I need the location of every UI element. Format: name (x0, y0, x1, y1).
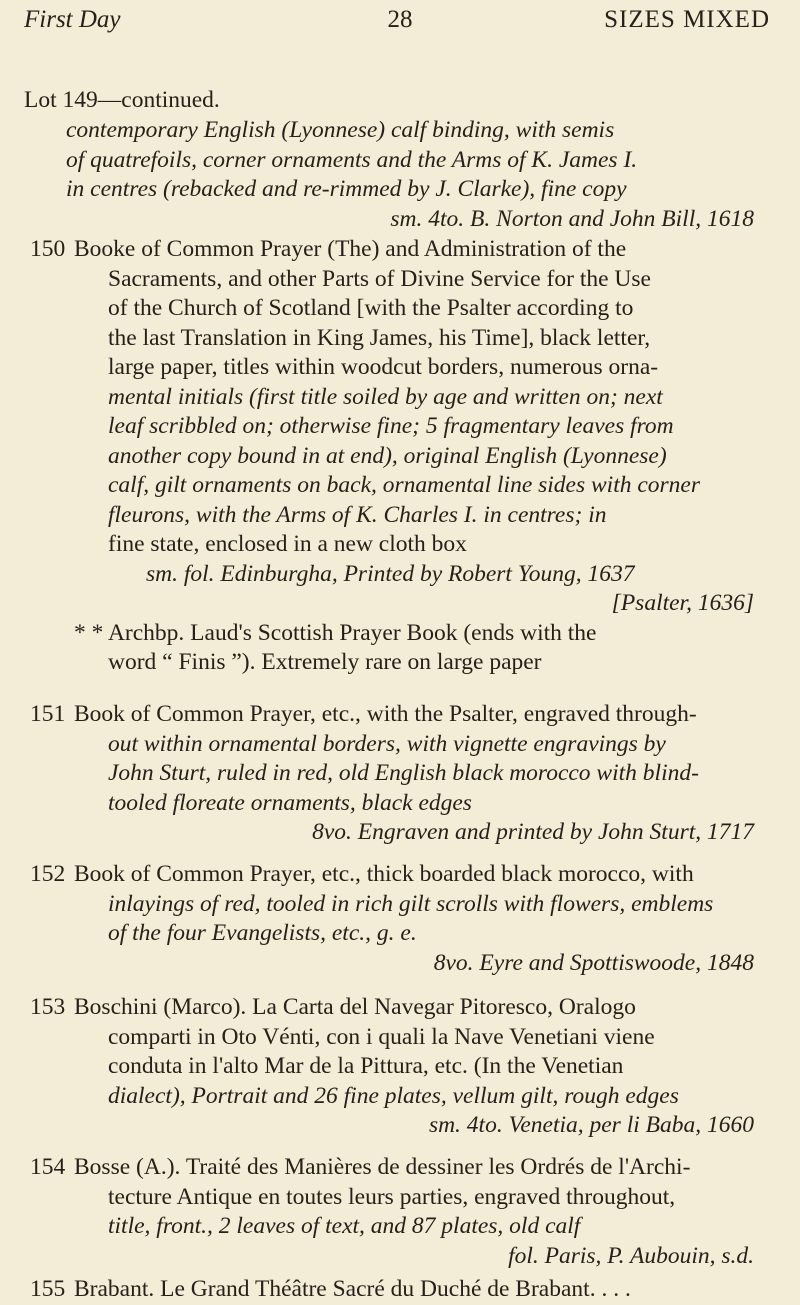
lot-imprint: [Psalter, 1636] (611, 590, 754, 616)
lot-line: in centres (rebacked and re-rimmed by J. Clarke), fine copy (66, 176, 627, 202)
lot-line: dialect), Portrait and 26 fine plates, vellum gilt, rough edges (108, 1082, 679, 1109)
lot-note: word “ Finis ”). Extremely rare on large paper (108, 649, 542, 675)
lot-line: Book of Common Prayer, etc., with the Psalter, engraved through- (74, 701, 697, 727)
lot-line: title, front., 2 leaves of text, and 87 plates, old calf (108, 1213, 581, 1239)
lot-imprint: sm. fol. Edinburgha, Printed by Robert Young, 1637 (146, 560, 635, 587)
lot-line: tooled floreate ornaments, black edges (108, 789, 472, 816)
lot-line: contemporary English (Lyonnese) calf binding, with semis (66, 117, 615, 143)
page-number: 28 (387, 6, 413, 33)
lot-description (74, 993, 780, 1141)
lot-line: inlayings of red, tooled in rich gilt scrolls with flowers, emblems (108, 890, 714, 917)
lot-description (74, 860, 780, 978)
page-header (0, 6, 800, 46)
lot-line: large paper, titles within woodcut borders, numerous orna- (108, 354, 659, 380)
lot-line: tecture Antique en toutes leurs parties, engraved throughout, (108, 1183, 676, 1210)
lot-line: fleurons, with the Arms of K. Charles I. in centres; in (108, 501, 607, 528)
lot-description (74, 235, 780, 678)
lot-line: Brabant. Le Grand Théâtre Sacré du Duché de Brabant. . . . (74, 1276, 631, 1302)
lot-imprint: 8vo. Eyre and Spottiswoode, 1848 (433, 949, 754, 976)
lot-number: 151 (30, 701, 66, 727)
lot-line: comparti in Oto Vénti, con i quali la Nave Venetiani viene (108, 1023, 655, 1050)
lot-line: mental initials (first title soiled by age and written on; next (108, 383, 663, 410)
page-header-sizes: SIZES MIXED (604, 6, 770, 33)
lot-line: another copy bound in at end), original English (Lyonnese) (108, 442, 667, 469)
lot-line: of the four Evangelists, etc., g. e. (108, 920, 417, 946)
lot-imprint: sm. 4to. Venetia, per li Baba, 1660 (428, 1112, 754, 1138)
lot-line: of the Church of Scotland [with the Psalter according to (108, 295, 634, 321)
lot-line: Bosse (A.). Traité des Manières de dessiner les Ordrés de l'Archi- (74, 1154, 691, 1180)
lot-number: 150 (30, 236, 66, 262)
lot-line: Boschini (Marco). La Carta del Navegar Pitoresco, Oralogo (74, 994, 636, 1020)
lot-imprint: fol. Paris, P. Aubouin, s.d. (508, 1242, 754, 1269)
lot-number: 153 (30, 994, 66, 1020)
lot-number: Lot 149—continued. (24, 87, 220, 113)
lot-description (74, 1275, 780, 1305)
lot-imprint: 8vo. Engraven and printed by John Sturt, 1717 (312, 819, 754, 845)
lot-line: the last Translation in King James, his Time], black letter, (108, 324, 651, 351)
lot-note: * * Archbp. Laud's Scottish Prayer Book (ends with the (74, 619, 597, 646)
lot-imprint: sm. 4to. B. Norton and John Bill, 1618 (390, 205, 754, 232)
lot-line: Booke of Common Prayer (The) and Administration of the (74, 236, 627, 262)
lot-description (74, 1153, 780, 1271)
lot-line: conduta in l'alto Mar de la Pittura, etc. (In the Venetian (108, 1053, 624, 1079)
lot-description (66, 116, 780, 234)
lot-line: of quatrefoils, corner ornaments and the Arms of K. James I. (66, 146, 638, 173)
lot-number: 154 (30, 1154, 66, 1180)
lot-line: out within ornamental borders, with vignette engravings by (108, 730, 666, 757)
lot-description (74, 700, 780, 848)
lot-line: Book of Common Prayer, etc., thick boarded black morocco, with (74, 861, 694, 887)
lot-line: leaf scribbled on; otherwise fine; 5 fragmentary leaves from (108, 413, 674, 439)
lot-number: 152 (30, 861, 66, 887)
lot-line: calf, gilt ornaments on back, ornamental line sides with corner (108, 472, 701, 498)
lot-line: fine state, enclosed in a new cloth box (108, 531, 467, 557)
lot-line: John Sturt, ruled in red, old English black morocco with blind- (108, 760, 699, 786)
lot-number: 155 (30, 1276, 66, 1302)
lot-line: Sacraments, and other Parts of Divine Service for the Use (108, 265, 651, 292)
page-header-day: First Day (24, 6, 121, 33)
